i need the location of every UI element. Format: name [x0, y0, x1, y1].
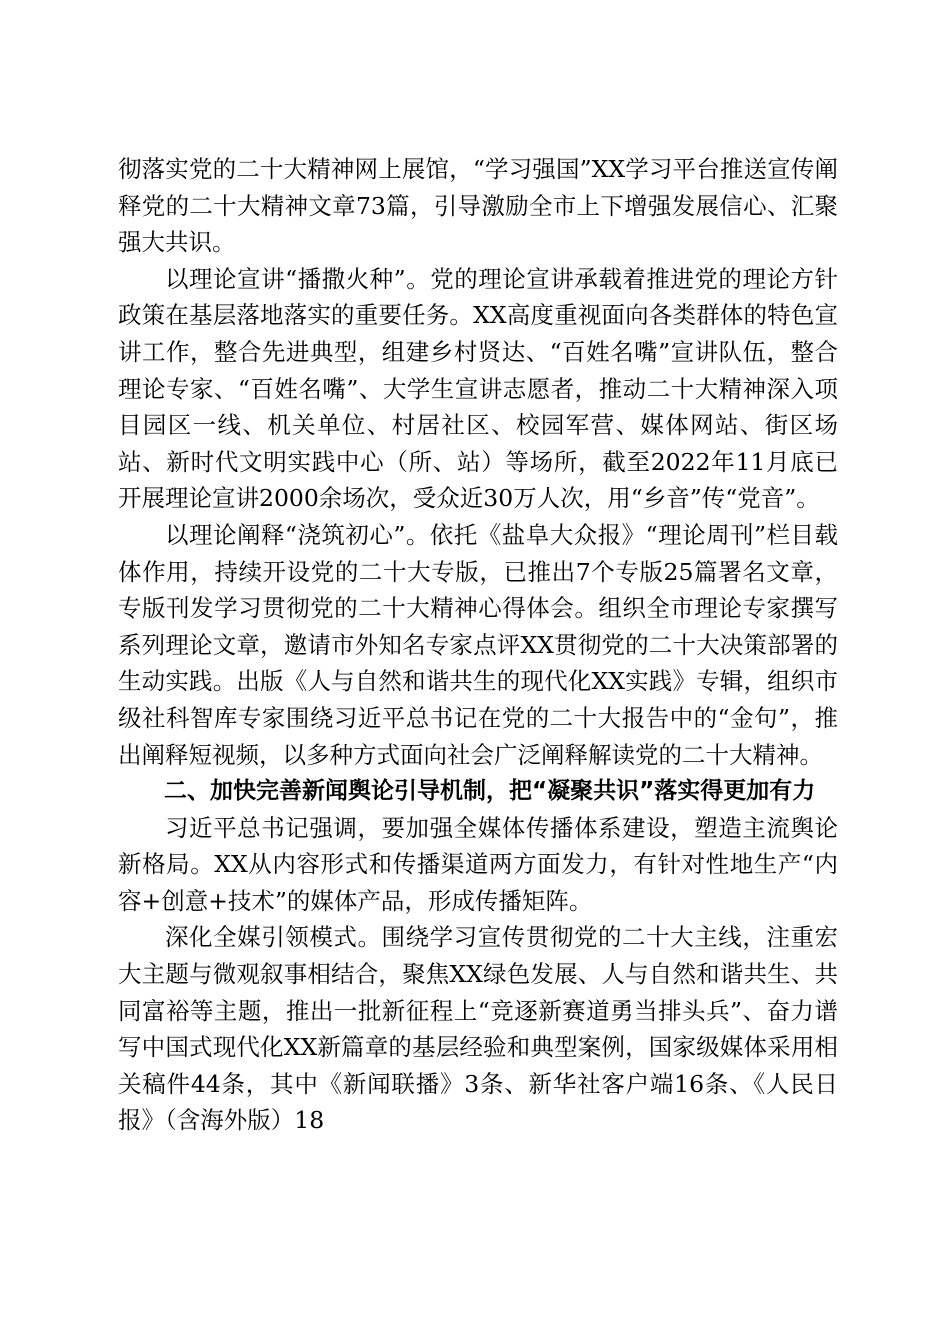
paragraph-media-system: 习近平总书记强调，要加强全媒体传播体系建设，塑造主流舆论新格局。XX从内容形式和传播渠道两方面发力，有针对性地生产“内容+创意+技术”的媒体产品，形成传播矩阵。: [118, 813, 838, 915]
paragraph-theory-lecture: 以理论宣讲“播撒火种”。党的理论宣讲承载着推进党的理论方针政策在基层落地落实的重要任务。XX高度重视面向各类群体的特色宣讲工作，整合先进典型，组建乡村贤达、“百姓名嘴”宣讲队伍，整合理论专家、“百姓名嘴”、大学生宣讲志愿者，推动二十大精神深入项目园区一线、机关单位、村居社区、校园军营、媒体网站、街区场站、新时代文明实践中心（所、站）等场所，截至2022年11月底已开展理论宣讲2000余场次，受众近30万人次，用“乡音”传“党音”。: [118, 264, 838, 513]
section-heading-2: 二、加快完善新闻舆论引导机制，把“凝聚共识”落实得更加有力: [164, 778, 816, 805]
document-body: [118, 151, 838, 1139]
paragraph-theory-interpretation: 以理论阐释“浇筑初心”。依托《盐阜大众报》“理论周刊”栏目载体作用，持续开设党的二十大专版，已推出7个专版25篇署名文章，专版刊发学习贯彻党的二十大精神心得体会。组织全市理论专家撰写系列理论文章，邀请市外知名专家点评XX贯彻党的二十大决策部署的生动实践。出版《人与自然和谐共生的现代化XX实践》专辑，组织市级社科智库专家围绕习近平总书记在党的二十大报告中的“金句”，推出阐释短视频，以多种方式面向社会广泛阐释解读党的二十大精神。: [118, 520, 838, 769]
paragraph-continuation: 彻落实党的二十大精神网上展馆，“学习强国”XX学习平台推送宣传阐释党的二十大精神文章73篇，引导激励全市上下增强发展信心、汇聚强大共识。: [118, 155, 838, 257]
paragraph-all-media-mode: 深化全媒引领模式。围绕学习宣传贯彻党的二十大主线，注重宏大主题与微观叙事相结合，聚焦XX绿色发展、人与自然和谐共生、共同富裕等主题，推出一批新征程上“竞逐新赛道勇当排头兵”、奋力谱写中国式现代化XX新篇章的基层经验和典型案例，国家级媒体采用相关稿件44条，其中《新闻联播》3条、新华社客户端16条、《人民日报》（含海外版）18: [118, 923, 838, 1135]
